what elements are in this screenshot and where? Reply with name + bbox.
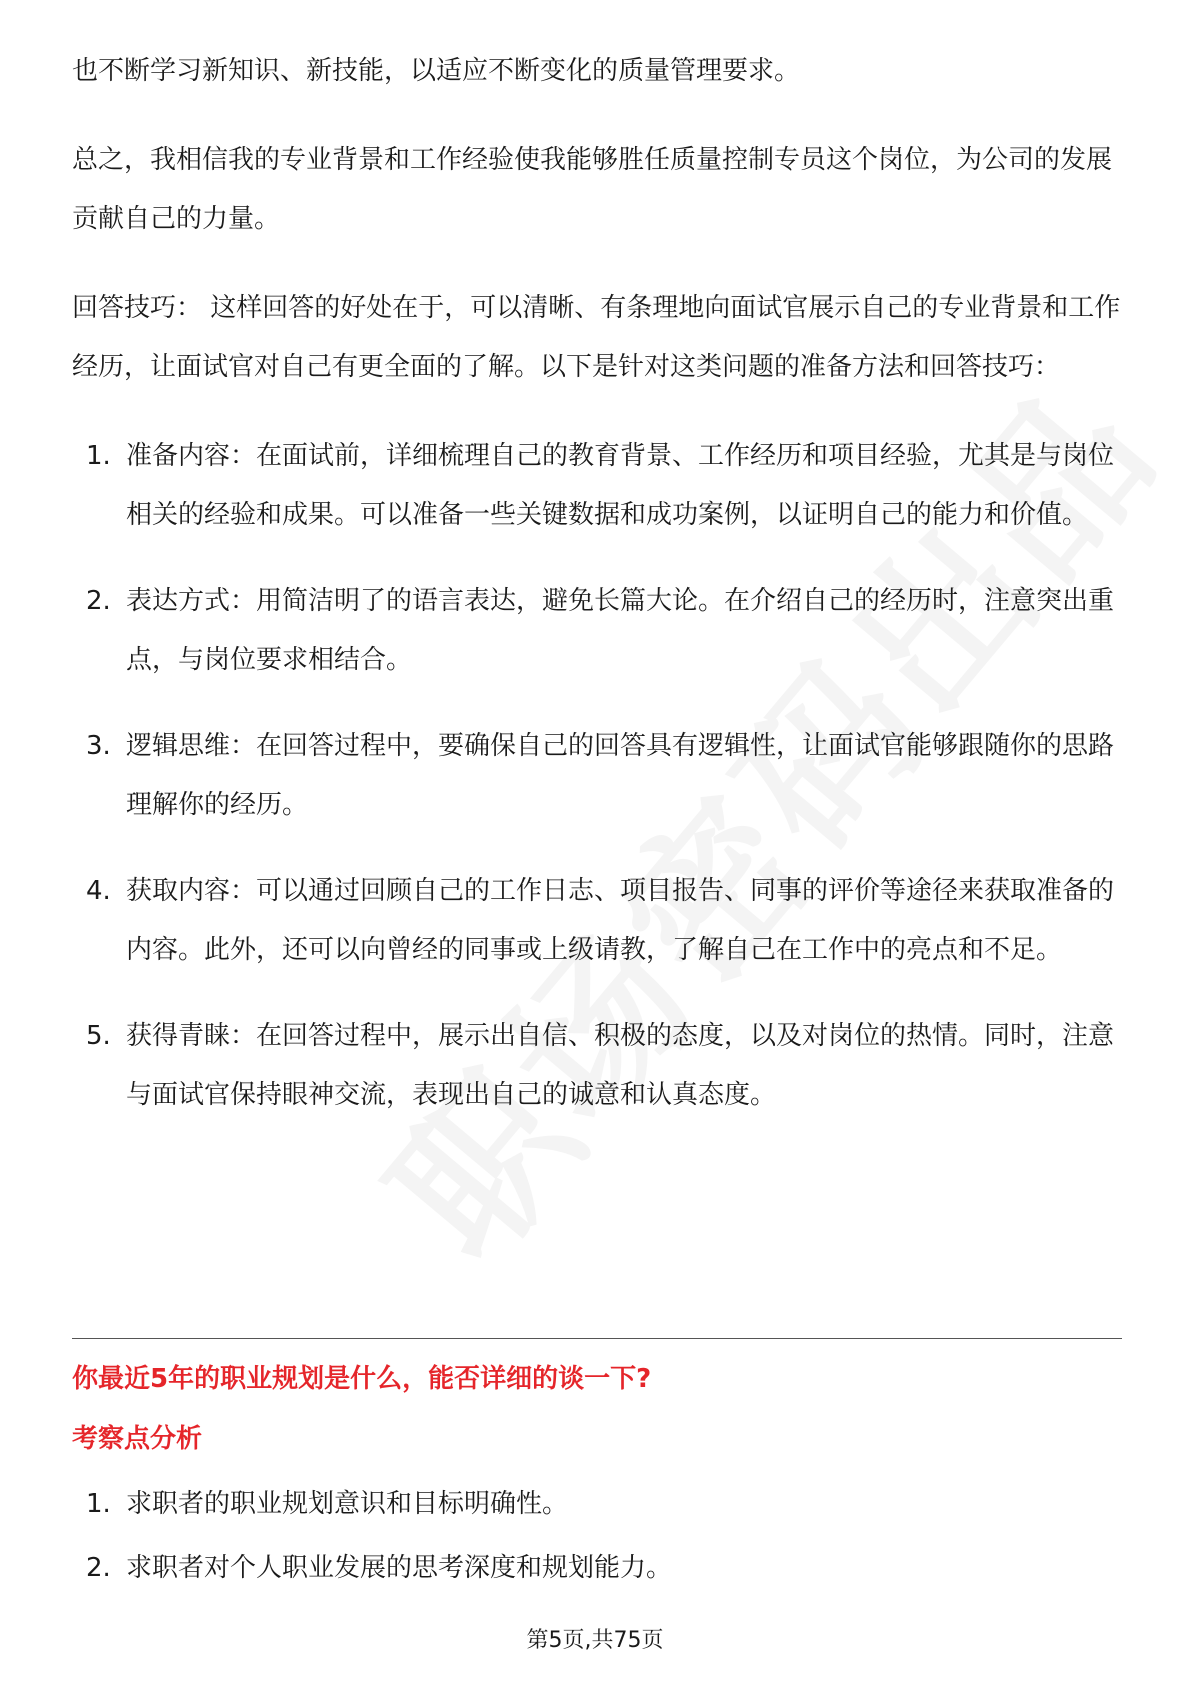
list-text: 表达方式：用简洁明了的语言表达，避免长篇大论。在介绍自己的经历时，注意突出重点，与岗位要求相结合。 [126, 586, 1115, 675]
question-title: 你最近5年的职业规划是什么，能否详细的谈一下? [72, 1364, 652, 1394]
list-item [72, 717, 1122, 835]
paragraph-continuation: 也不断学习新知识、新技能，以适应不断变化的质量管理要求。 [72, 56, 801, 86]
page-number-footer: 第5页,共75页 [526, 1628, 664, 1653]
question-subtitle: 考察点分析 [72, 1424, 203, 1454]
list-item [72, 572, 1122, 690]
list-text: 获得青睐：在回答过程中，展示出自信、积极的态度，以及对岗位的热情。同时，注意与面试官保持眼神交流，表现出自己的诚意和认真态度。 [126, 1021, 1115, 1110]
paragraph-answer-tips: 回答技巧： 这样回答的好处在于，可以清晰、有条理地向面试官展示自己的专业背景和工作经历，让面试官对自己有更全面的了解。以下是针对这类问题的准备方法和回答技巧： [72, 293, 1121, 382]
list-number: 3. [86, 731, 111, 761]
list-text: 准备内容：在面试前，详细梳理自己的教育背景、工作经历和项目经验，尤其是与岗位相关的经验和成果。可以准备一些关键数据和成功案例，以证明自己的能力和价值。 [126, 441, 1115, 530]
paragraph-conclusion: 总之，我相信我的专业背景和工作经验使我能够胜任质量控制专员这个岗位，为公司的发展贡献自己的力量。 [72, 145, 1113, 234]
list-number: 1. [86, 441, 111, 471]
list-text: 求职者的职业规划意识和目标明确性。 [126, 1489, 569, 1519]
list-item [72, 1007, 1122, 1125]
answer-content [72, 42, 1122, 1152]
list-text: 获取内容：可以通过回顾自己的工作日志、项目报告、同事的评价等途径来获取准备的内容。此外，还可以向曾经的同事或上级请教，了解自己在工作中的亮点和不足。 [126, 876, 1115, 965]
analysis-points-list [72, 1482, 1122, 1610]
list-item [72, 427, 1122, 545]
list-item [72, 862, 1122, 980]
list-item [72, 1546, 1122, 1590]
list-number: 2. [86, 1553, 111, 1583]
tips-list [72, 427, 1122, 1125]
list-item [72, 1482, 1122, 1526]
list-number: 5. [86, 1021, 111, 1051]
list-number: 4. [86, 876, 111, 906]
list-text: 逻辑思维：在回答过程中，要确保自己的回答具有逻辑性，让面试官能够跟随你的思路理解你的经历。 [126, 731, 1115, 820]
section-divider [72, 1338, 1122, 1339]
list-text: 求职者对个人职业发展的思考深度和规划能力。 [126, 1553, 673, 1583]
list-number: 2. [86, 586, 111, 616]
list-number: 1. [86, 1489, 111, 1519]
